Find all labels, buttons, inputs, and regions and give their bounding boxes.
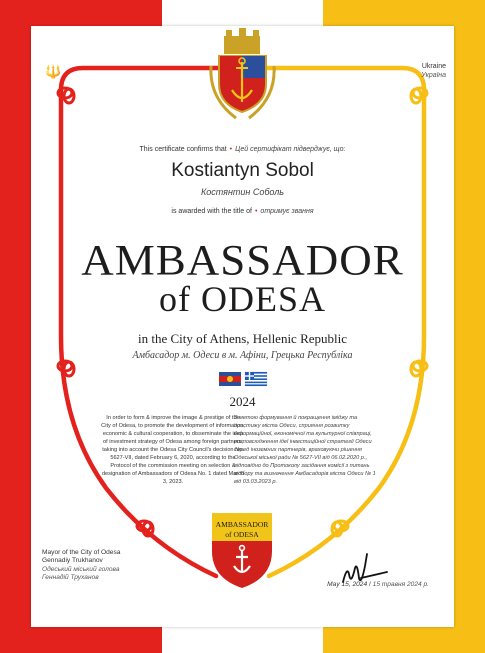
country-label — [421, 62, 446, 80]
greece-flag-icon — [245, 372, 267, 386]
title-of-odesa: of ODESA — [159, 279, 326, 319]
body-text-ua: З метою формування й покращення іміджу та престижу міста Одеси, сприяння розвитку інформаційної, економічної та культурної співпраці, розповсюдження ідеї інвестиційної стратегії Одеси серед іноземних партнерів, враховуючи рішення Одеської міської ради № 5627-VII від 06.02.2020 р., відповідно до Протоколу засідання комісії з питань відбору та визначення Амбасадорів міста Одеси № 1 від 03.03.2023 р. — [234, 415, 376, 485]
country-en: Ukraine — [421, 63, 446, 70]
country-ua: Україна — [421, 72, 446, 79]
title-ambassador: AMBASSADOR — [81, 236, 404, 284]
signature — [343, 554, 387, 582]
date-en: May 15, 2024 — [327, 581, 368, 588]
confirm-en: This certificate confirms that — [139, 146, 227, 153]
city-line-ua: Амбасадор м. Одеси в м. Афіни, Грецька Республіка — [132, 350, 353, 361]
badge-text — [212, 516, 272, 542]
recipient-name-ua: Костянтин Соболь — [200, 187, 285, 197]
awarded-en: is awarded with the title of — [171, 208, 252, 215]
awarded-line — [31, 208, 454, 215]
confirm-ua: Цей сертифікат підверджує, що: — [235, 146, 346, 153]
signatory-block — [42, 549, 120, 583]
city-line: in the City of Athens, Hellenic Republic — [137, 331, 348, 346]
mayor-role-en: Mayor of the City of Odesa — [42, 549, 121, 556]
mayor-name-ua: Геннадій Труханов — [42, 574, 99, 582]
award-year: 2024 — [229, 394, 256, 409]
separator-dot: • — [254, 208, 258, 215]
recipient-name: Kostiantyn Sobol — [171, 160, 314, 181]
date-separator: / — [368, 581, 373, 588]
body-text-en: In order to form & improve the image & prestige of the City of Odesa, to promote the development of information, economic & cultural cooperation, to disseminate the idea of investment strategy of Odesa among foreign partners, taking into account the Odesa City Council's decision No. 5627-VII, dated February 6, 2020, according to the Protocol of the commission meeting on selection & designation of Ambassadors of Odesa No. 1 dated March 3, 2023. — [101, 415, 245, 485]
badge-line2: of ODESA — [225, 530, 259, 539]
confirm-line — [31, 146, 454, 153]
ukraine-trident-icon: 🔱 — [45, 64, 62, 79]
issue-date — [327, 581, 429, 588]
mayor-role-ua: Одеський міський голова — [42, 565, 120, 573]
badge-line1: AMBASSADOR — [215, 520, 269, 529]
mayor-name-en: Gennadiy Trukhanov — [42, 557, 103, 565]
odesa-flag-icon — [219, 372, 241, 386]
date-ua: 15 травня 2024 р. — [372, 581, 429, 588]
awarded-ua: отримує звання — [260, 208, 314, 215]
certificate-sheet — [31, 26, 454, 627]
separator-dot: • — [229, 146, 233, 153]
odesa-coat-of-arms — [211, 28, 274, 118]
